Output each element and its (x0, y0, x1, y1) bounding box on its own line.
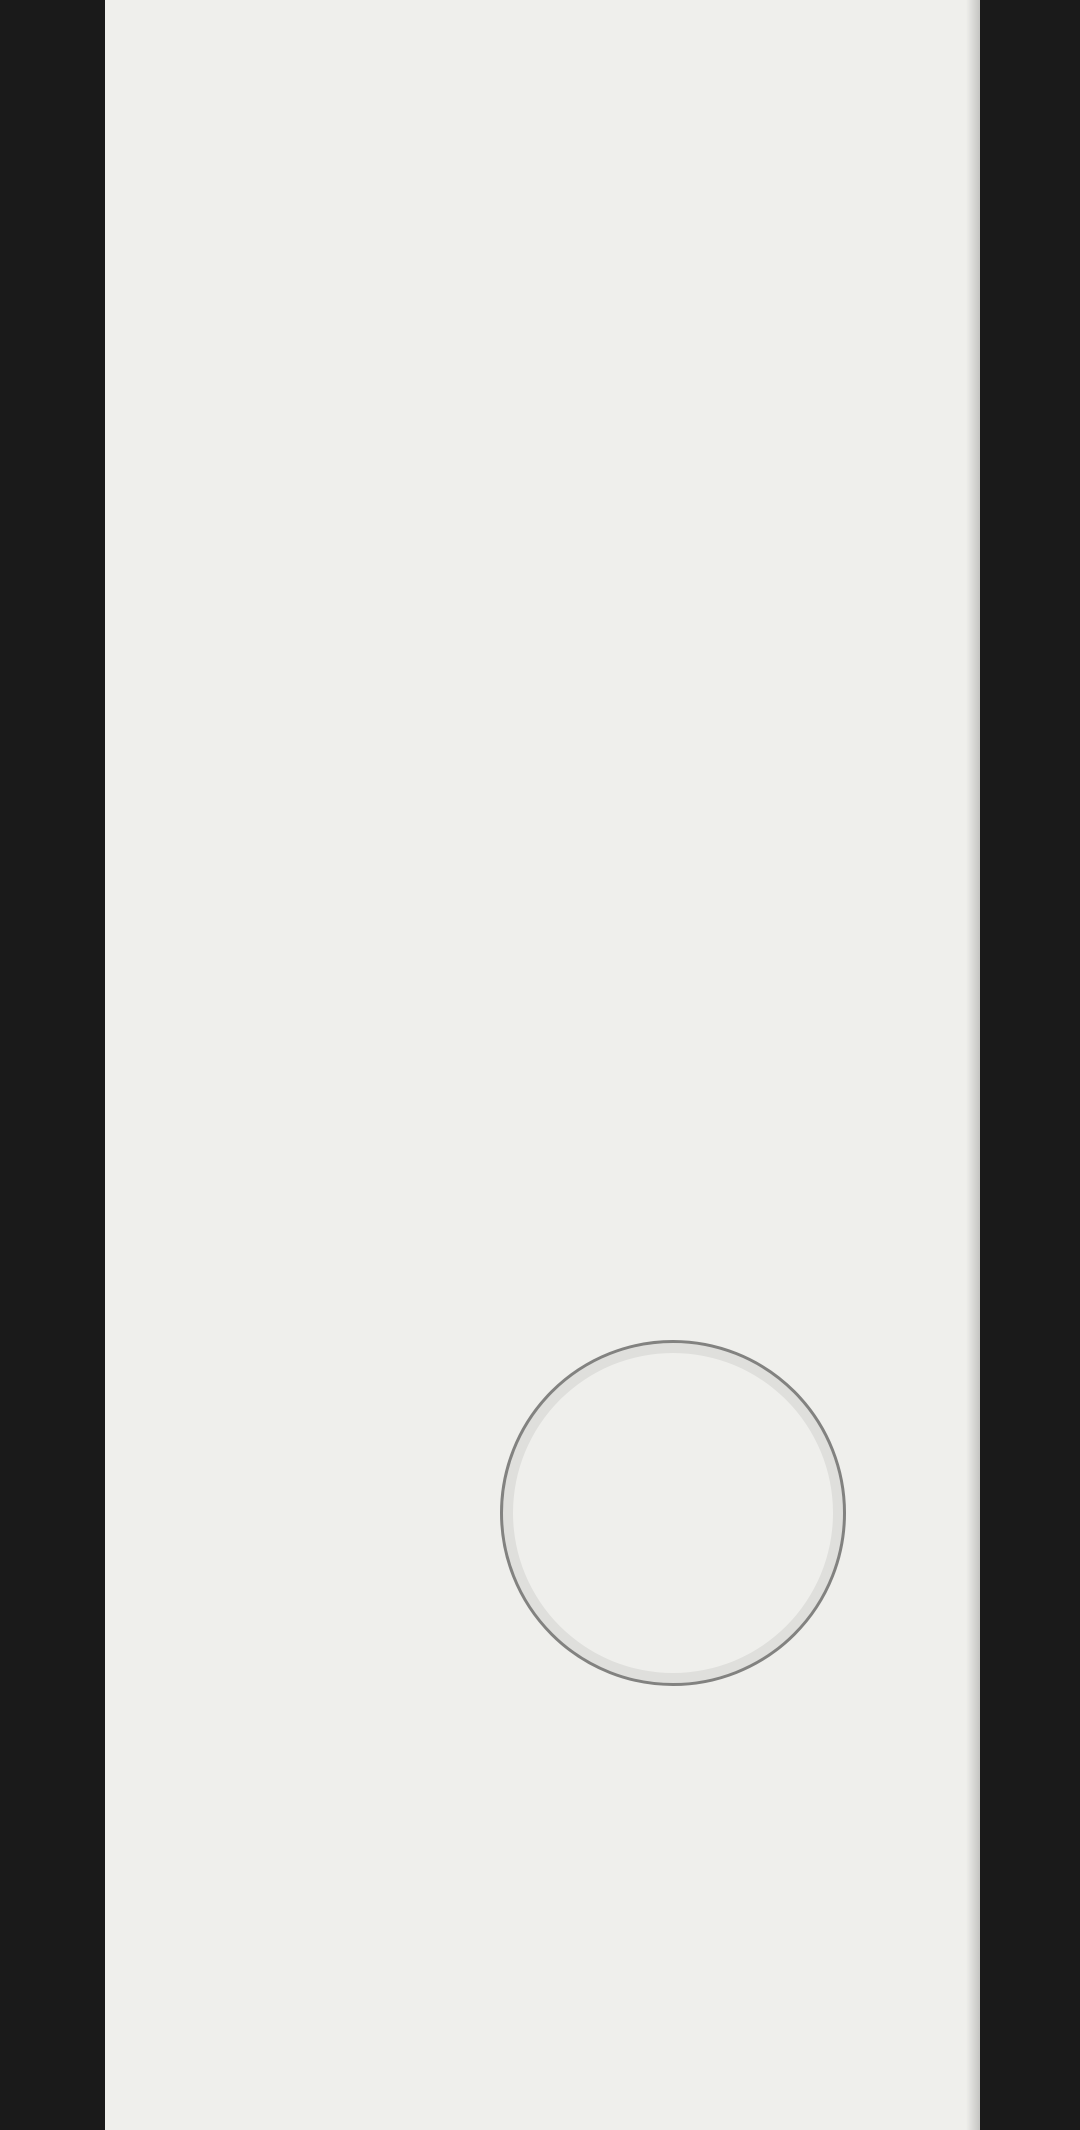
page-edge-shadow (966, 0, 980, 2130)
answer-page (105, 0, 980, 2130)
watermark-stamp (500, 1340, 846, 1686)
